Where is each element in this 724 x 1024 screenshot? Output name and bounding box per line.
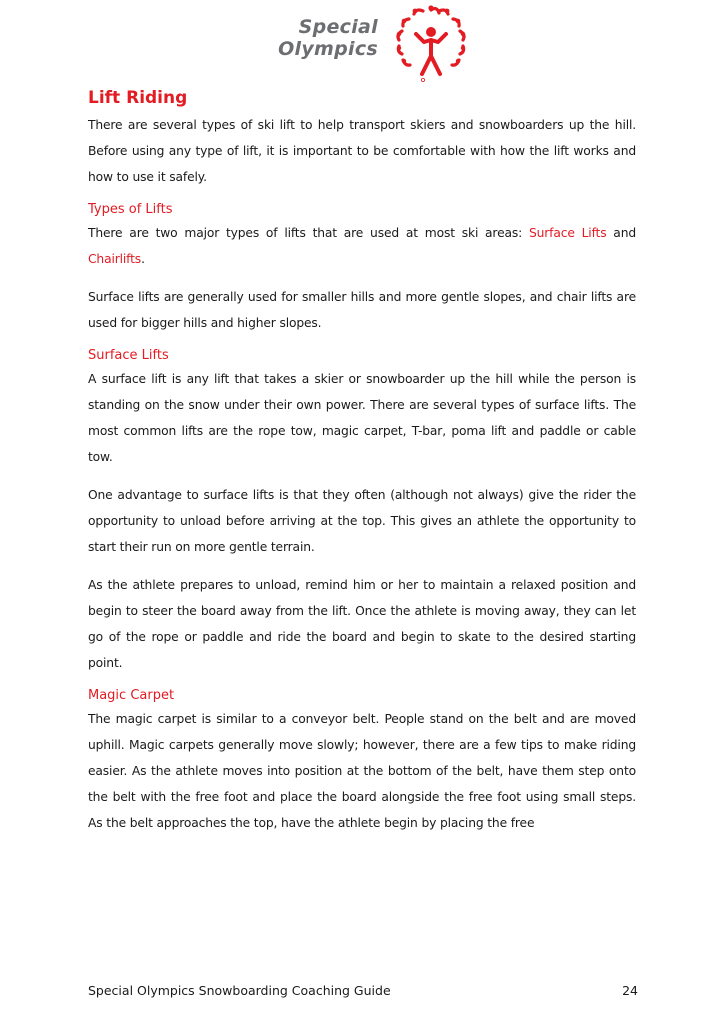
magic-carpet-paragraph-1: The magic carpet is similar to a conveyor belt. People stand on the belt and are moved uphill. Magic carpets generally move slowly; however, there are a few tips to make riding easier. As the athlete moves into position at the bottom of the belt, have them step onto the belt with the free foot and place the board alongside the free foot using small steps. As the belt approaches the top, have the athlete begin by placing the free bbox=[88, 712, 636, 830]
chairlifts-highlight: Chairlifts bbox=[88, 252, 142, 266]
section-title-lift-riding: Lift Riding bbox=[88, 88, 188, 108]
special-olympics-emblem-icon bbox=[390, 4, 472, 84]
surface-lifts-paragraph-3: As the athlete prepares to unload, remind him or her to maintain a relaxed position and begin to steer the board away from the lift. Once the athlete is moving away, they can let go of the rope or paddle and ride the board and begin to skate to the desired starting point. bbox=[88, 578, 636, 670]
surface-lifts-highlight: Surface Lifts bbox=[528, 226, 607, 240]
logo-wordmark bbox=[278, 16, 378, 60]
subsection-title-types-of-lifts: Types of Lifts bbox=[88, 202, 173, 217]
types-text-before: There are two major types of lifts that are used at most ski areas: bbox=[88, 226, 529, 240]
types-of-lifts-paragraph-1 bbox=[88, 220, 636, 272]
types-text-middle: and bbox=[606, 226, 636, 240]
logo-line-olympics: Olympics bbox=[278, 38, 378, 60]
lift-riding-paragraph: There are several types of ski lift to help transport skiers and snowboarders up the hill. Before using any type of lift, it is important to be comfortable with how the lift works and how to use it safely. bbox=[88, 118, 636, 184]
logo-line-special: Special bbox=[298, 16, 378, 38]
subsection-title-magic-carpet: Magic Carpet bbox=[88, 688, 175, 703]
footer-guide-title: Special Olympics Snowboarding Coaching Guide bbox=[88, 983, 391, 998]
subsection-title-surface-lifts: Surface Lifts bbox=[88, 348, 169, 363]
special-olympics-logo bbox=[258, 4, 478, 84]
page-content bbox=[88, 86, 636, 836]
footer-page-number: 24 bbox=[622, 983, 638, 998]
surface-lifts-paragraph-1: A surface lift is any lift that takes a skier or snowboarder up the hill while the person is standing on the snow under their own power. There are several types of surface lifts. The most common lifts are the rope tow, magic carpet, T-bar, poma lift and paddle or cable tow. bbox=[88, 372, 636, 464]
types-text-after: . bbox=[141, 252, 145, 266]
types-of-lifts-paragraph-2: Surface lifts are generally used for smaller hills and more gentle slopes, and chair lifts are used for bigger hills and higher slopes. bbox=[88, 290, 636, 330]
surface-lifts-paragraph-2: One advantage to surface lifts is that they often (although not always) give the rider the opportunity to unload before arriving at the top. This gives an athlete the opportunity to start their run on more gentle terrain. bbox=[88, 488, 636, 554]
